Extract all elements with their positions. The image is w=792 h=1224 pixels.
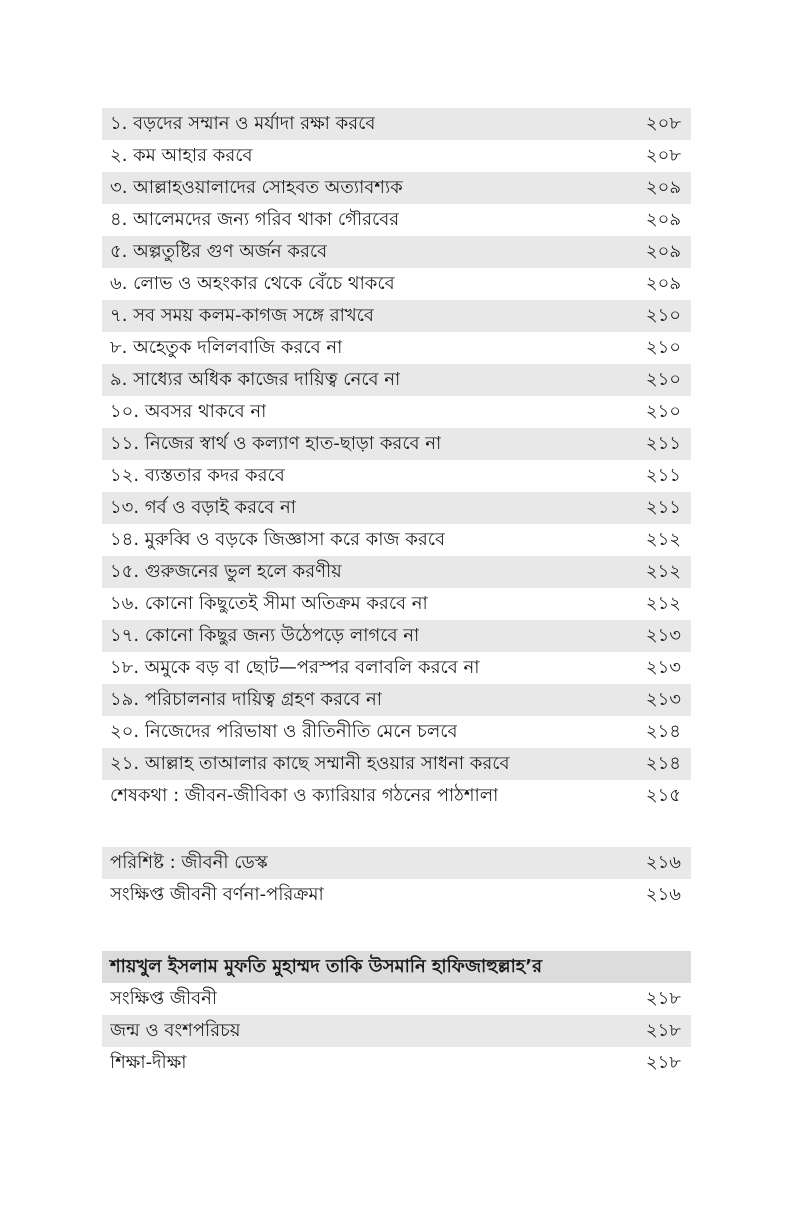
toc-entry-title: শিক্ষা-দীক্ষা — [110, 1051, 187, 1073]
table-of-contents — [102, 108, 691, 1079]
toc-entry-title: শেষকথা : জীবন-জীবিকা ও ক্যারিয়ার গঠনের পাঠশালা — [110, 784, 499, 806]
toc-entry-title: ১১. নিজের স্বার্থ ও কল্যাণ হাত-ছাড়া করবে না — [110, 432, 442, 454]
toc-entry-title: সংক্ষিপ্ত জীবনী — [110, 987, 218, 1009]
toc-entry — [102, 172, 691, 204]
toc-entry-page-number: ২০৮ — [645, 112, 681, 134]
toc-entry-page-number: ২১২ — [645, 592, 681, 614]
toc-entry-page-number: ২১৩ — [645, 624, 681, 646]
toc-entry-title: ১৯. পরিচালনার দায়িত্ব গ্রহণ করবে না — [110, 688, 382, 710]
toc-entry — [102, 847, 691, 879]
toc-entry — [102, 556, 691, 588]
toc-entry-page-number: ২১৮ — [645, 987, 681, 1009]
section-heading: শায়খুল ইসলাম মুফতি মুহাম্মদ তাকি উসমানি হাফিজাহুল্লাহ’র — [102, 951, 691, 983]
toc-entry-title: ১. বড়দের সম্মান ও মর্যাদা রক্ষা করবে — [110, 112, 376, 134]
toc-entry — [102, 652, 691, 684]
toc-entry — [102, 588, 691, 620]
toc-entry-page-number: ২০৯ — [645, 176, 681, 198]
toc-entry-page-number: ২১৩ — [645, 656, 681, 678]
toc-entry-page-number: ২১১ — [645, 432, 681, 454]
toc-entry-page-number: ২১২ — [645, 528, 681, 550]
toc-entry-page-number: ২১০ — [645, 304, 681, 326]
toc-entry — [102, 1047, 691, 1079]
toc-entry-title: ৫. অল্পতুষ্টির গুণ অর্জন করবে — [110, 240, 328, 262]
toc-entry — [102, 332, 691, 364]
toc-entry — [102, 300, 691, 332]
toc-entry-title: ৯. সাধ্যের অধিক কাজের দায়িত্ব নেবে না — [110, 368, 401, 390]
toc-entry — [102, 460, 691, 492]
toc-entry-title: পরিশিষ্ট : জীবনী ডেস্ক — [110, 851, 268, 873]
toc-entry — [102, 684, 691, 716]
toc-entry-title: ১৭. কোনো কিছুর জন্য উঠেপড়ে লাগবে না — [110, 624, 420, 646]
toc-entry — [102, 492, 691, 524]
toc-entry-title: ২. কম আহার করবে — [110, 144, 253, 166]
toc-entry-page-number: ২১০ — [645, 368, 681, 390]
toc-entry-page-number: ২১১ — [645, 496, 681, 518]
toc-entry-page-number: ২১৬ — [645, 883, 681, 905]
toc-entry-title: ৬. লোভ ও অহংকার থেকে বেঁচে থাকবে — [110, 272, 395, 294]
toc-entry-page-number: ২০৯ — [645, 208, 681, 230]
toc-entry — [102, 428, 691, 460]
toc-entry — [102, 620, 691, 652]
toc-entry — [102, 140, 691, 172]
toc-entry-page-number: ২১৮ — [645, 1019, 681, 1041]
toc-section-biography — [102, 951, 691, 1079]
toc-entry-page-number: ২০৯ — [645, 272, 681, 294]
toc-entry-page-number: ২১৩ — [645, 688, 681, 710]
toc-entry-title: জন্ম ও বংশপরিচয় — [110, 1019, 241, 1041]
toc-entry-page-number: ২১১ — [645, 464, 681, 486]
toc-entry-title: ১৮. অমুকে বড় বা ছোট—পরস্পর বলাবলি করবে না — [110, 656, 480, 678]
toc-entry — [102, 748, 691, 780]
toc-entry-page-number: ২১৪ — [645, 720, 681, 742]
toc-entry-page-number: ২১৮ — [645, 1051, 681, 1073]
toc-entry — [102, 236, 691, 268]
toc-entry-page-number: ২০৯ — [645, 240, 681, 262]
toc-entry-page-number: ২১০ — [645, 400, 681, 422]
toc-entry-title: ১০. অবসর থাকবে না — [110, 400, 267, 422]
toc-entry — [102, 268, 691, 300]
toc-entry-title: ৩. আল্লাহওয়ালাদের সোহবত অত্যাবশ্যক — [110, 176, 403, 198]
toc-entry-title: ২০. নিজেদের পরিভাষা ও রীতিনীতি মেনে চলবে — [110, 720, 458, 742]
toc-entry-page-number: ২১৪ — [645, 752, 681, 774]
toc-entry-page-number: ২০৮ — [645, 144, 681, 166]
toc-entry — [102, 983, 691, 1015]
toc-entry-title: ৭. সব সময় কলম-কাগজ সঙ্গে রাখবে — [110, 304, 374, 326]
toc-entry — [102, 879, 691, 911]
toc-entry-title: ১৬. কোনো কিছুতেই সীমা অতিক্রম করবে না — [110, 592, 428, 614]
toc-entry-title: ১৩. গর্ব ও বড়াই করবে না — [110, 496, 296, 518]
toc-section-main — [102, 108, 691, 812]
toc-entry-title: সংক্ষিপ্ত জীবনী বর্ণনা-পরিক্রমা — [110, 883, 324, 905]
toc-entry-title: ৪. আলেমদের জন্য গরিব থাকা গৌরবের — [110, 208, 400, 230]
toc-entry-title: ১৪. মুরুব্বি ও বড়কে জিজ্ঞাসা করে কাজ করবে — [110, 528, 445, 550]
toc-entry-title: ২১. আল্লাহ তাআলার কাছে সম্মানী হওয়ার সাধনা করবে — [110, 752, 510, 774]
toc-entry — [102, 716, 691, 748]
toc-entry-title: ১৫. গুরুজনের ভুল হলে করণীয় — [110, 560, 342, 582]
toc-entry — [102, 204, 691, 236]
toc-entry — [102, 524, 691, 556]
toc-entry-page-number: ২১৫ — [645, 784, 681, 806]
toc-entry-page-number: ২১৬ — [645, 851, 681, 873]
toc-entry — [102, 364, 691, 396]
toc-entry — [102, 780, 691, 812]
toc-section-appendix — [102, 847, 691, 911]
toc-entry — [102, 396, 691, 428]
toc-entry — [102, 108, 691, 140]
toc-entry-title: ১২. ব্যস্ততার কদর করবে — [110, 464, 285, 486]
toc-entry — [102, 1015, 691, 1047]
toc-entry-title: ৮. অহেতুক দলিলবাজি করবে না — [110, 336, 343, 358]
toc-entry-page-number: ২১০ — [645, 336, 681, 358]
toc-entry-page-number: ২১২ — [645, 560, 681, 582]
